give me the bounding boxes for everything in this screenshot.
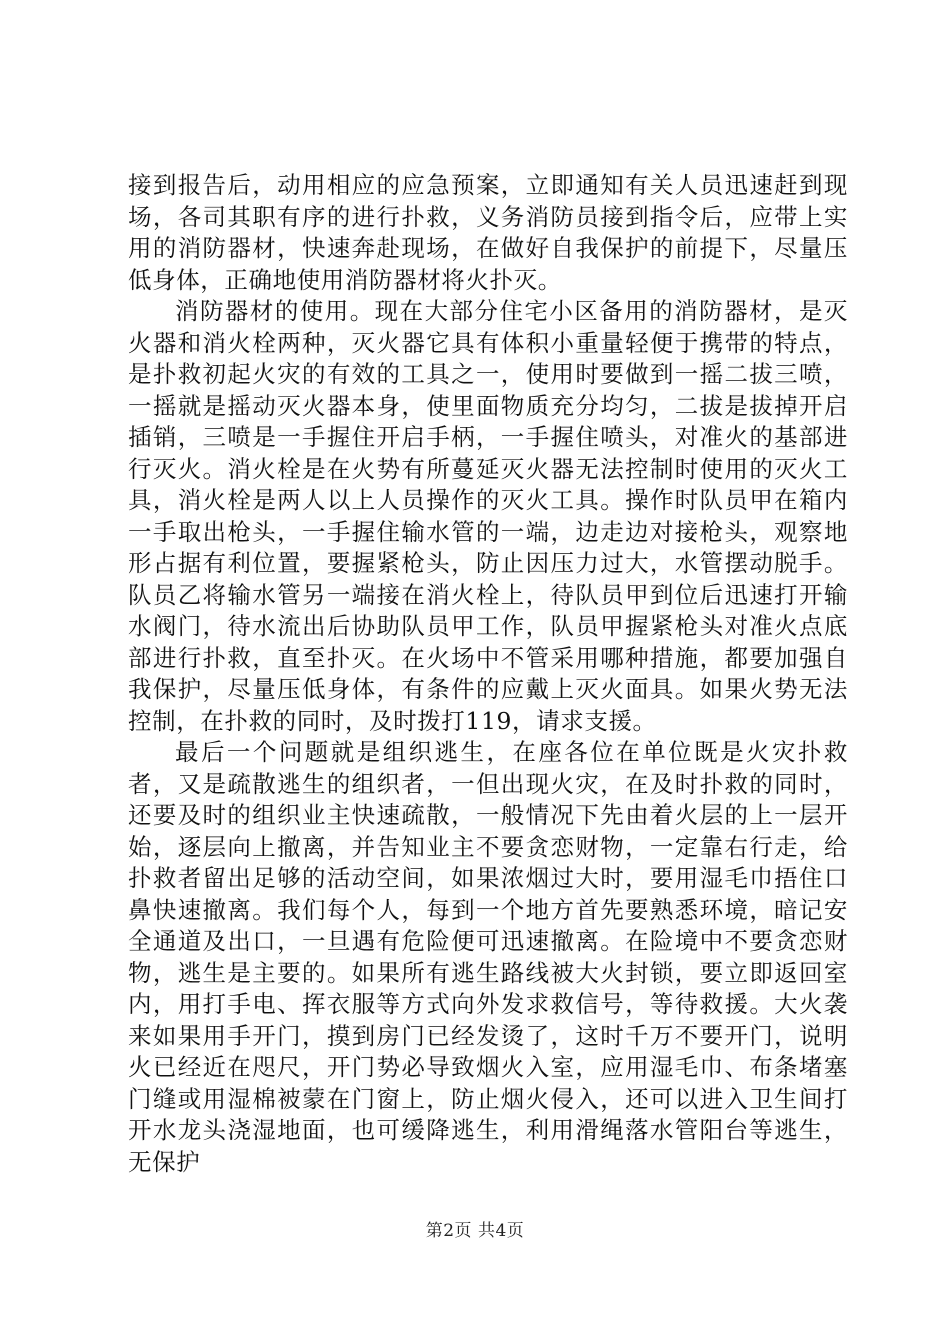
document-body bbox=[128, 170, 848, 1178]
paragraph-evacuation: 最后一个问题就是组织逃生，在座各位在单位既是火灾扑救者，又是疏散逃生的组织者，一但出现火灾，在及时扑救的同时，还要及时的组织业主快速疏散，一般情况下先由着火层的上一层开始，逐层向上撤离，并告知业主不要贪恋财物，一定靠右行走，给扑救者留出足够的活动空间，如果浓烟过大时，要用湿毛巾捂住口鼻快速撤离。我们每个人，每到一个地方首先要熟悉环境，暗记安全通道及出口，一旦遇有危险便可迅速撤离。在险境中不要贪恋财物，逃生是主要的。如果所有逃生路线被大火封锁，要立即返回室内，用打手电、挥衣服等方式向外发求救信号，等待救援。大火袭来如果用手开门，摸到房门已经发烫了，这时千万不要开门，说明火已经近在咫尺，开门势必导致烟火入室，应用湿毛巾、布条堵塞门缝或用湿棉被蒙在门窗上，防止烟火侵入，还可以进入卫生间打开水龙头浇湿地面，也可缓降逃生，利用滑绳落水管阳台等逃生，无保护 bbox=[128, 738, 848, 1176]
paragraph-report-response: 接到报告后，动用相应的应急预案，立即通知有关人员迅速赶到现场，各司其职有序的进行扑救，义务消防员接到指令后，应带上实用的消防器材，快速奔赴现场，在做好自我保护的前提下，尽量压低身体，正确地使用消防器材将火扑灭。 bbox=[128, 171, 848, 294]
paragraph-fire-equipment: 消防器材的使用。现在大部分住宅小区备用的消防器材，是灭火器和消火栓两种，灭火器它具有体积小重量轻便于携带的特点，是扑救初起火灾的有效的工具之一，使用时要做到一摇二拔三喷，一摇就是摇动灭火器本身，使里面物质充分均匀，二拔是拔掉开启插销，三喷是一手握住开启手柄，一手握住喷头，对准火的基部进行灭火。消火栓是在火势有所蔓延灭火器无法控制时使用的灭火工具，消火栓是两人以上人员操作的灭火工具。操作时队员甲在箱内一手取出枪头，一手握住输水管的一端，边走边对接枪头，观察地形占据有利位置，要握紧枪头，防止因压力过大，水管摆动脱手。队员乙将输水管另一端接在消火栓上，待队员甲到位后迅速打开输水阀门，待水流出后协助队员甲工作，队员甲握紧枪头对准火点底部进行扑救，直至扑灭。在火场中不管采用哪种措施，都要加强自我保护，尽量压低身体，有条件的应戴上灭火面具。如果火势无法控制，在扑救的同时，及时拨打119，请求支援。 bbox=[128, 297, 848, 735]
page-footer: 第2页 共4页 bbox=[425, 1221, 525, 1241]
